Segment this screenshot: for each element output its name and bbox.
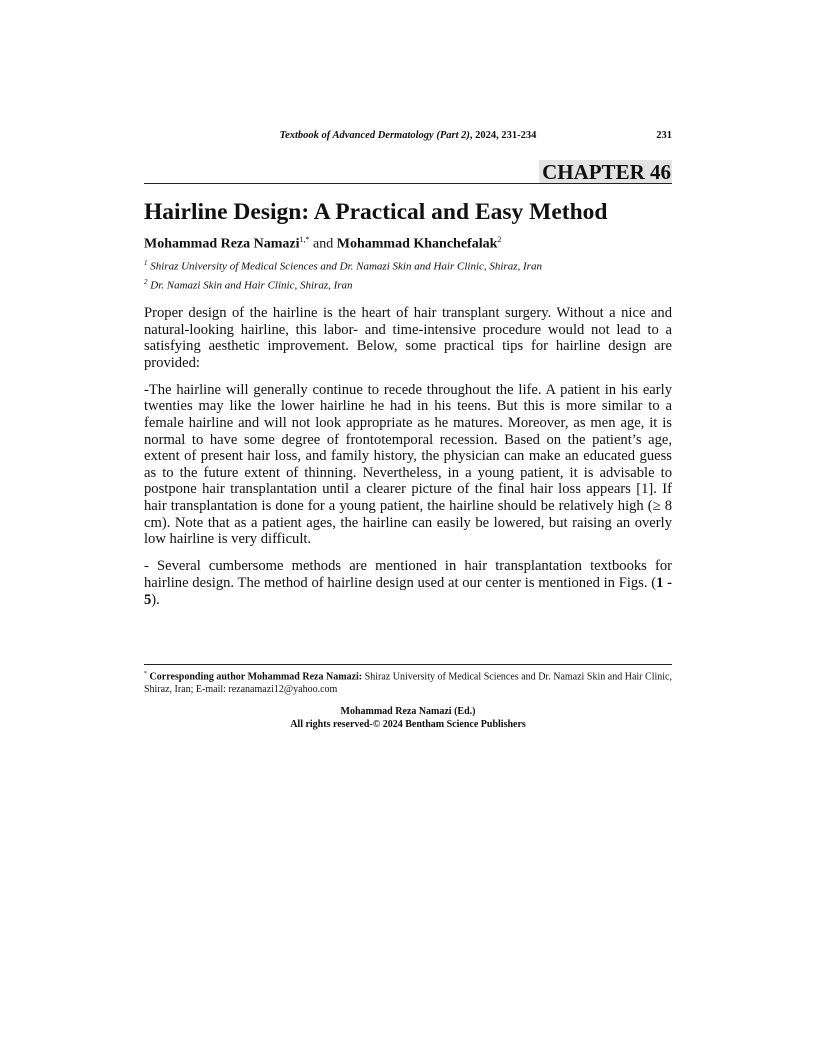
paragraph-3 (144, 558, 672, 608)
footnote-text: Shiraz University of Medical Sciences and Dr. Namazi Skin and Hair Clinic, Shiraz, Iran; E-mail: rezanamazi12@yahoo.com (144, 671, 672, 695)
figure-reference: 1 - 5 (144, 574, 672, 608)
author-conjunction: and (309, 236, 337, 252)
paragraph-3-text: - Several cumbersome methods are mentioned in hair transplantation textbooks for hairline design. The method of hairline design used at our center is mentioned in Figs. ( (144, 558, 672, 591)
paragraph-3-end: ). (151, 591, 160, 608)
author-1: Mohammad Reza Namazi (144, 236, 300, 252)
body-text (144, 305, 672, 619)
affiliation-marker: 1 (144, 259, 148, 267)
book-info: , 2024, 231-234 (469, 130, 537, 141)
footnote-label: Corresponding author Mohammad Reza Namazi: (147, 671, 363, 683)
paragraph-2: -The hairline will generally continue to recede throughout the life. A patient in his early twenties may like the lower hairline he had in his teens. But this is more similar to a female hairline and will not look appropriate as he matures. Moreover, as men age, it is normal to have some degree of frontotemporal recession. Based on the patient’s age, extent of present hair loss, and family history, the physician can make an educated guess as to the future extent of thinning. Nevertheless, in a young patient, it is advisable to postpone hair transplantation until a clearer picture of the final hair loss appears [1]. If hair transplantation is done for a young patient, the hairline should be relatively high (≥ 8 cm). Note that as a patient ages, the hairline can easily be lowered, but raising an overly low hairline is very difficult. (144, 381, 672, 548)
book-citation (144, 130, 672, 141)
author-2-affiliation: 2 (497, 235, 502, 244)
author-1-affiliation: 1,* (299, 235, 310, 244)
affiliation-1 (144, 259, 542, 273)
paragraph-1: Proper design of the hairline is the heart of hair transplant surgery. Without a nice and natural-looking hairline, this labor- and time-intensive procedure would not lead to a satisfying aesthetic improvement. Below, some practical tips for hairline design are provided: (144, 305, 672, 371)
chapter-title: Hairline Design: A Practical and Easy Method (144, 199, 608, 225)
author-line (144, 235, 501, 253)
author-2: Mohammad Khanchefalak (336, 236, 498, 252)
affiliation-marker: 2 (144, 278, 148, 286)
footer-copyright: All rights reserved-© 2024 Bentham Science Publishers (290, 718, 526, 730)
page-footer (144, 706, 672, 731)
chapter-label: CHAPTER 46 (539, 160, 672, 184)
footnote (144, 668, 672, 696)
footnote-divider (144, 664, 672, 665)
affiliation-text: Dr. Namazi Skin and Hair Clinic, Shiraz, Iran (147, 279, 353, 292)
book-title: Textbook of Advanced Dermatology (Part 2) (279, 130, 470, 141)
header-divider (144, 183, 672, 184)
affiliation-text: Shiraz University of Medical Sciences and Dr. Namazi Skin and Hair Clinic, Shiraz, Iran (147, 260, 542, 273)
footnote-marker: * (144, 671, 147, 677)
page-number: 231 (656, 130, 672, 141)
affiliation-2 (144, 278, 353, 292)
footer-editor: Mohammad Reza Namazi (Ed.) (340, 706, 476, 717)
